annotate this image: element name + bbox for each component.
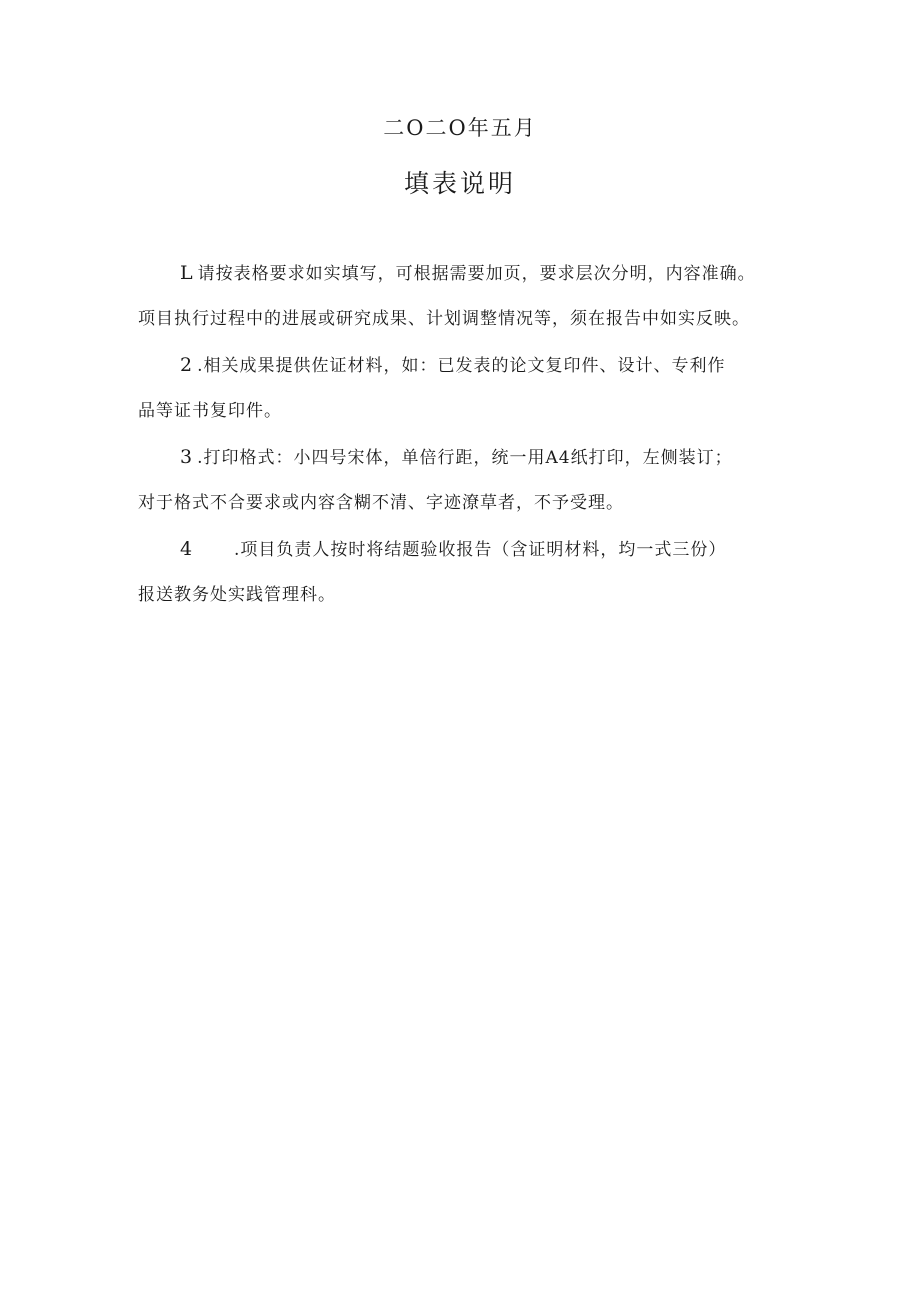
instruction-item-2 bbox=[138, 348, 808, 440]
instruction-first-line bbox=[138, 532, 808, 578]
instruction-first-line bbox=[138, 440, 808, 486]
instruction-continuation: 品等证书复印件。 bbox=[138, 401, 282, 421]
instruction-continuation: 项目执行过程中的进展或研究成果、计划调整情况等，须在报告中如实反映。 bbox=[138, 309, 750, 329]
instruction-number: L bbox=[180, 262, 194, 284]
instruction-text: .项目负责人按时将结题验收报告（含证明材料，均一式三份） bbox=[234, 540, 727, 560]
page-title: 填表说明 bbox=[403, 169, 516, 198]
instruction-text: 请按表格要求如实填写，可根据需要加页，要求层次分明，内容准确。 bbox=[197, 264, 756, 284]
instruction-item-4 bbox=[138, 532, 808, 624]
instructions-list bbox=[138, 256, 808, 624]
instruction-number: 3 bbox=[180, 446, 194, 468]
instruction-continuation: 报送教务处实践管理科。 bbox=[138, 585, 336, 605]
instruction-item-1 bbox=[138, 256, 808, 348]
instruction-continuation: 对于格式不合要求或内容含糊不清、字迹潦草者，不予受理。 bbox=[138, 493, 624, 513]
instruction-number: 4 bbox=[180, 538, 194, 560]
instruction-item-3 bbox=[138, 440, 808, 532]
instruction-first-line bbox=[138, 256, 808, 302]
date-line: 二O二O年五月 bbox=[383, 116, 537, 140]
instruction-text: .打印格式：小四号宋体，单倍行距，统一用A4纸打印，左侧装订； bbox=[197, 448, 733, 468]
instruction-text: .相关成果提供佐证材料，如：已发表的论文复印件、设计、专利作 bbox=[197, 356, 726, 376]
instruction-number: 2 bbox=[180, 354, 194, 376]
instruction-first-line bbox=[138, 348, 808, 394]
